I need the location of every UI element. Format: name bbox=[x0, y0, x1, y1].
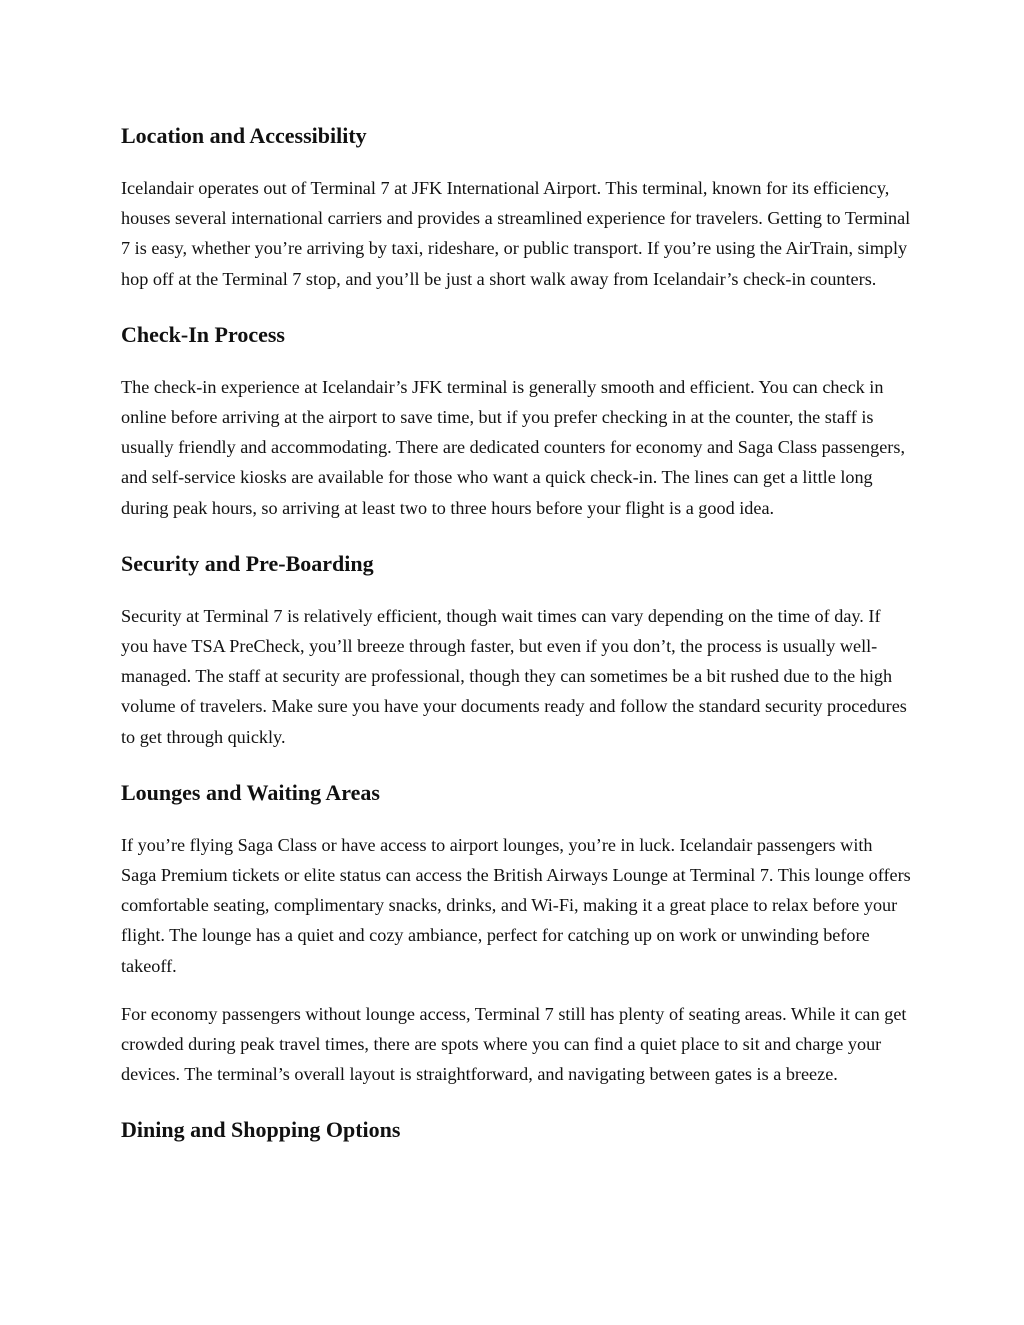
section-heading-check-in: Check-In Process bbox=[121, 321, 285, 347]
paragraph-location: Icelandair operates out of Terminal 7 at JFK International Airport. This terminal, known for its efficiency, houses several international carriers and provides a streamlined experience for travelers. Getting to Terminal 7 is easy, whether you’re arriving by taxi, rideshare, or public transport. If you’re using the AirTrain, simply hop off at the Terminal 7 stop, and you’ll be just a short walk away from Icelandair’s check-in counters. bbox=[121, 178, 911, 289]
paragraph-check-in: The check-in experience at Icelandair’s JFK terminal is generally smooth and efficient. You can check in online before arriving at the airport to save time, but if you prefer checking in at the counter, the staff is usually friendly and accommodating. There are dedicated counters for economy and Saga Class passengers, and self-service kiosks are available for those who want a quick check-in. The lines can get a little long during peak hours, so arriving at least two to three hours before your flight is a good idea. bbox=[121, 376, 905, 518]
paragraph-security: Security at Terminal 7 is relatively efficient, though wait times can vary depending on the time of day. If you have TSA PreCheck, you’ll breeze through faster, but even if you don’t, the process is usually well-managed. The staff at security are professional, though they can sometimes be a bit rushed due to the high volume of travelers. Make sure you have your documents ready and follow the standard security procedures to get through quickly. bbox=[121, 605, 907, 747]
section-heading-dining: Dining and Shopping Options bbox=[121, 1117, 401, 1143]
document-page bbox=[121, 121, 911, 1167]
paragraph-lounges-1: If you’re flying Saga Class or have access to airport lounges, you’re in luck. Icelandair passengers with Saga Premium tickets or elite status can access the British Airways Lounge at Terminal 7. This lounge offers comfortable seating, complimentary snacks, drinks, and Wi-Fi, making it a great place to relax before your flight. The lounge has a quiet and cozy ambiance, perfect for catching up on work or unwinding before takeoff. bbox=[121, 834, 911, 976]
section-heading-security: Security and Pre-Boarding bbox=[121, 550, 374, 576]
paragraph-lounges-2: For economy passengers without lounge access, Terminal 7 still has plenty of seating areas. While it can get crowded during peak travel times, there are spots where you can find a quiet place to sit and charge your devices. The terminal’s overall layout is straightforward, and navigating between gates is a breeze. bbox=[121, 1003, 907, 1085]
section-heading-lounges: Lounges and Waiting Areas bbox=[121, 779, 380, 805]
section-heading-location: Location and Accessibility bbox=[121, 123, 367, 148]
